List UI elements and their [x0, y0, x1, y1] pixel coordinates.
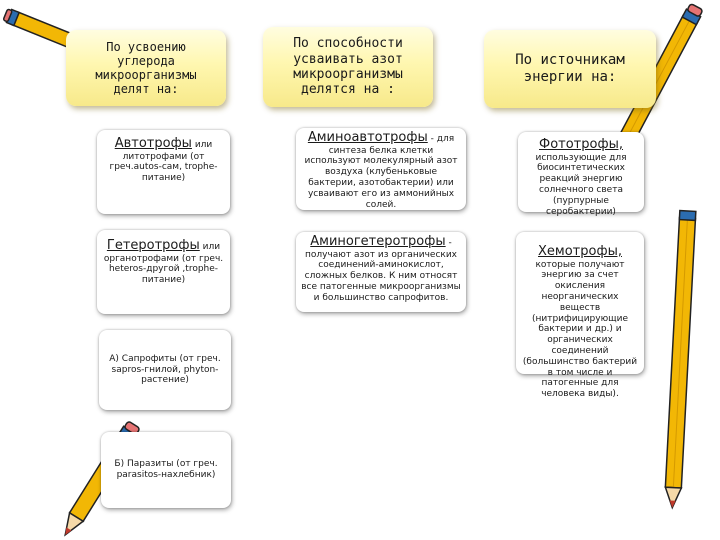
header-energy-text: По источникам энергии на: — [515, 52, 625, 85]
heterotrophs-title: Гетеротрофы — [106, 238, 200, 253]
autotrophs-description: литотрофами (от греч.autos-сам, trophe-питание) — [109, 151, 218, 184]
aminoautotrophs-box — [296, 128, 466, 210]
aminoautotrophs-title: Аминоавтотрофы — [307, 130, 428, 145]
aminoheterotrophs-heading — [300, 234, 462, 250]
heterotrophs-description: органотрофами (от греч. heteros-другой ,trophe-питание) — [103, 253, 224, 286]
saprophytes-description: А) Сапрофиты (от греч. sapros-гнилой, phyton-растение) — [109, 353, 221, 386]
chemotrophs-description: которые получают энергию за счет окисления неорганических веществ (нитрифицирующие бактерии и др.) и органических соединений (большинство бактерий в том числе и патогенные для человека виды). — [522, 259, 638, 400]
header-nitrogen-assimilation — [263, 27, 433, 107]
autotrophs-title: Автотрофы — [114, 136, 192, 151]
aminoheterotrophs-suffix: - — [448, 238, 452, 248]
header-energy-sources — [484, 30, 656, 108]
header-nitrogen-text: По способности усваивать азот микроорганизмы делятся на : — [293, 36, 403, 98]
parasites-box — [101, 432, 231, 508]
aminoheterotrophs-description: получают азот из органических соединений-аминокислот, сложных белков. К ним относят все патогенные микроорганизмы и большинство сапрофитов. — [301, 249, 461, 303]
header-carbon-text: По усвоению углерода микроорганизмы делят на: — [95, 39, 197, 97]
pencil-icon — [650, 200, 720, 520]
chemotrophs-box — [516, 232, 644, 400]
aminoautotrophs-heading — [300, 130, 462, 146]
chemotrophs-title: Хемотрофы, — [538, 244, 622, 259]
aminoautotrophs-suffix: - для — [430, 134, 455, 144]
aminoheterotrophs-title: Аминогетеротрофы — [310, 234, 446, 249]
header-carbon-assimilation — [66, 30, 226, 106]
phototrophs-description: использующие для биосинтетических реакций энергию солнечного света (пурпурные серобактерии) — [535, 152, 627, 217]
phototrophs-title: Фототрофы, — [539, 137, 623, 152]
autotrophs-heading — [101, 136, 226, 152]
autotrophs-suffix: или — [194, 140, 213, 150]
autotrophs-box — [97, 130, 230, 214]
heterotrophs-box — [97, 230, 230, 314]
heterotrophs-suffix: или — [202, 242, 221, 252]
saprophytes-box — [99, 330, 231, 410]
phototrophs-box — [518, 132, 644, 217]
heterotrophs-heading — [101, 238, 226, 254]
aminoheterotrophs-box — [296, 232, 466, 312]
parasites-description: Б) Паразиты (от греч. parasitos-нахлебник) — [114, 459, 218, 480]
aminoautotrophs-description: синтеза белка клетки используют молекулярный азот воздуха (клубеньковые бактерии, азотобактерии) или усваивают его из аммонийных солей. — [304, 145, 458, 210]
